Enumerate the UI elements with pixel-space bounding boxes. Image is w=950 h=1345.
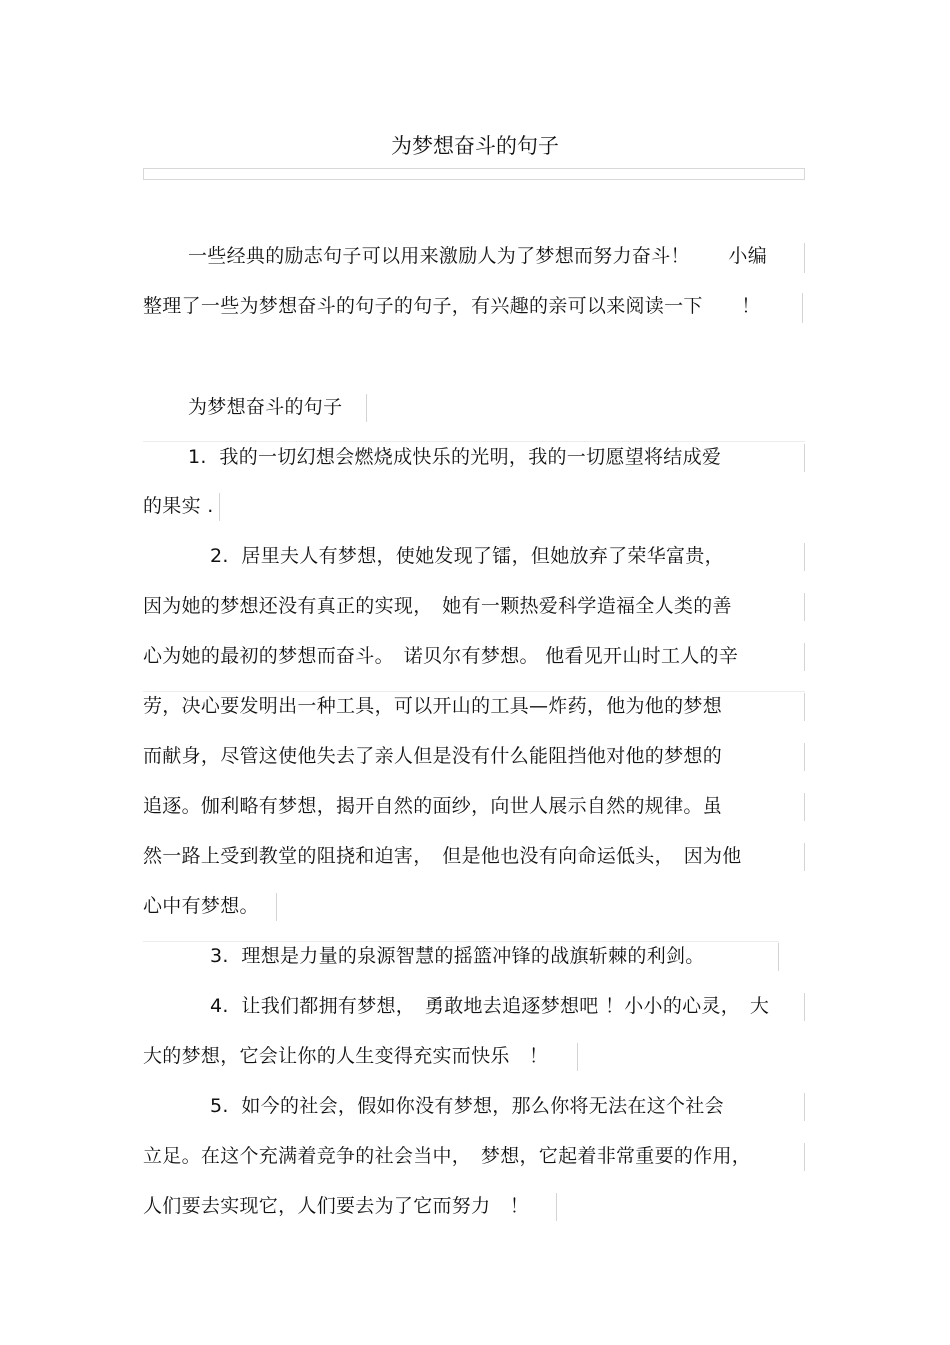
line-edge [556,1193,557,1221]
line-edge [804,843,805,871]
line-edge [219,493,220,521]
intro-line: 整理了一些为梦想奋斗的句子的句子，有兴趣的亲可以来阅读一下 ！ [143,295,761,317]
line-edge [804,593,805,621]
line-edge [804,1143,805,1171]
list-item-line: 大的梦想，它会让你的人生变得充实而快乐 ！ [143,1045,549,1067]
line-edge [804,693,805,721]
list-item-line: 因为她的梦想还没有真正的实现， 她有一颗热爱科学造福全人类的善 [143,595,732,617]
line-edge [802,293,803,323]
list-item-line: 的果实 . [143,495,214,517]
line-edge [804,243,805,273]
list-item-line: 而献身，尽管这使他失去了亲人但是没有什么能阻挡他对他的梦想的 [143,745,723,767]
line-edge [804,1093,805,1121]
intro-line: 一些经典的励志句子可以用来激励人为了梦想而努力奋斗！ 小编 [188,245,768,267]
document-title: 为梦想奋斗的句子 [391,134,559,158]
list-item-line: 4. 让我们都拥有梦想， 勇敢地去追逐梦想吧 ！小小的心灵， 大 [210,995,770,1017]
line-edge [804,993,805,1021]
line-edge [804,643,805,671]
line-edge [804,793,805,821]
line-edge [778,943,779,971]
line-edge [577,1043,578,1071]
list-item-line: 追逐。伽利略有梦想，揭开自然的面纱，向世人展示自然的规律。虽 [143,795,723,817]
list-item-line: 心为她的最初的梦想而奋斗。 诺贝尔有梦想。 他看见开山时工人的辛 [143,645,739,667]
line-edge [804,543,805,571]
section-heading: 为梦想奋斗的句子 [188,396,343,418]
list-item-line: 5. 如今的社会，假如你没有梦想，那么你将无法在这个社会 [210,1095,724,1117]
line-edge [366,394,367,422]
list-item-line: 然一路上受到教堂的阻挠和迫害， 但是他也没有向命运低头， 因为他 [143,845,742,867]
list-item-line: 2. 居里夫人有梦想，使她发现了镭，但她放弃了荣华富贵， [210,545,724,567]
list-item-line: 1. 我的一切幻想会燃烧成快乐的光明，我的一切愿望将结成爱 [188,446,722,468]
line-edge [276,893,277,921]
list-item-line: 3. 理想是力量的泉源智慧的摇篮冲锋的战旗斩棘的利剑。 [210,945,705,967]
line-edge [804,743,805,771]
list-item-line: 人们要去实现它，人们要去为了它而努力 ！ [143,1195,530,1217]
list-item-line: 心中有梦想。 [143,895,259,917]
list-item-line: 劳，决心要发明出一种工具，可以开山的工具—炸药，他为他的梦想 [143,695,723,717]
list-item-line: 立足。在这个充满着竞争的社会当中， 梦想，它起着非常重要的作用， [143,1145,752,1167]
line-edge [804,444,805,472]
title-divider [143,168,805,180]
